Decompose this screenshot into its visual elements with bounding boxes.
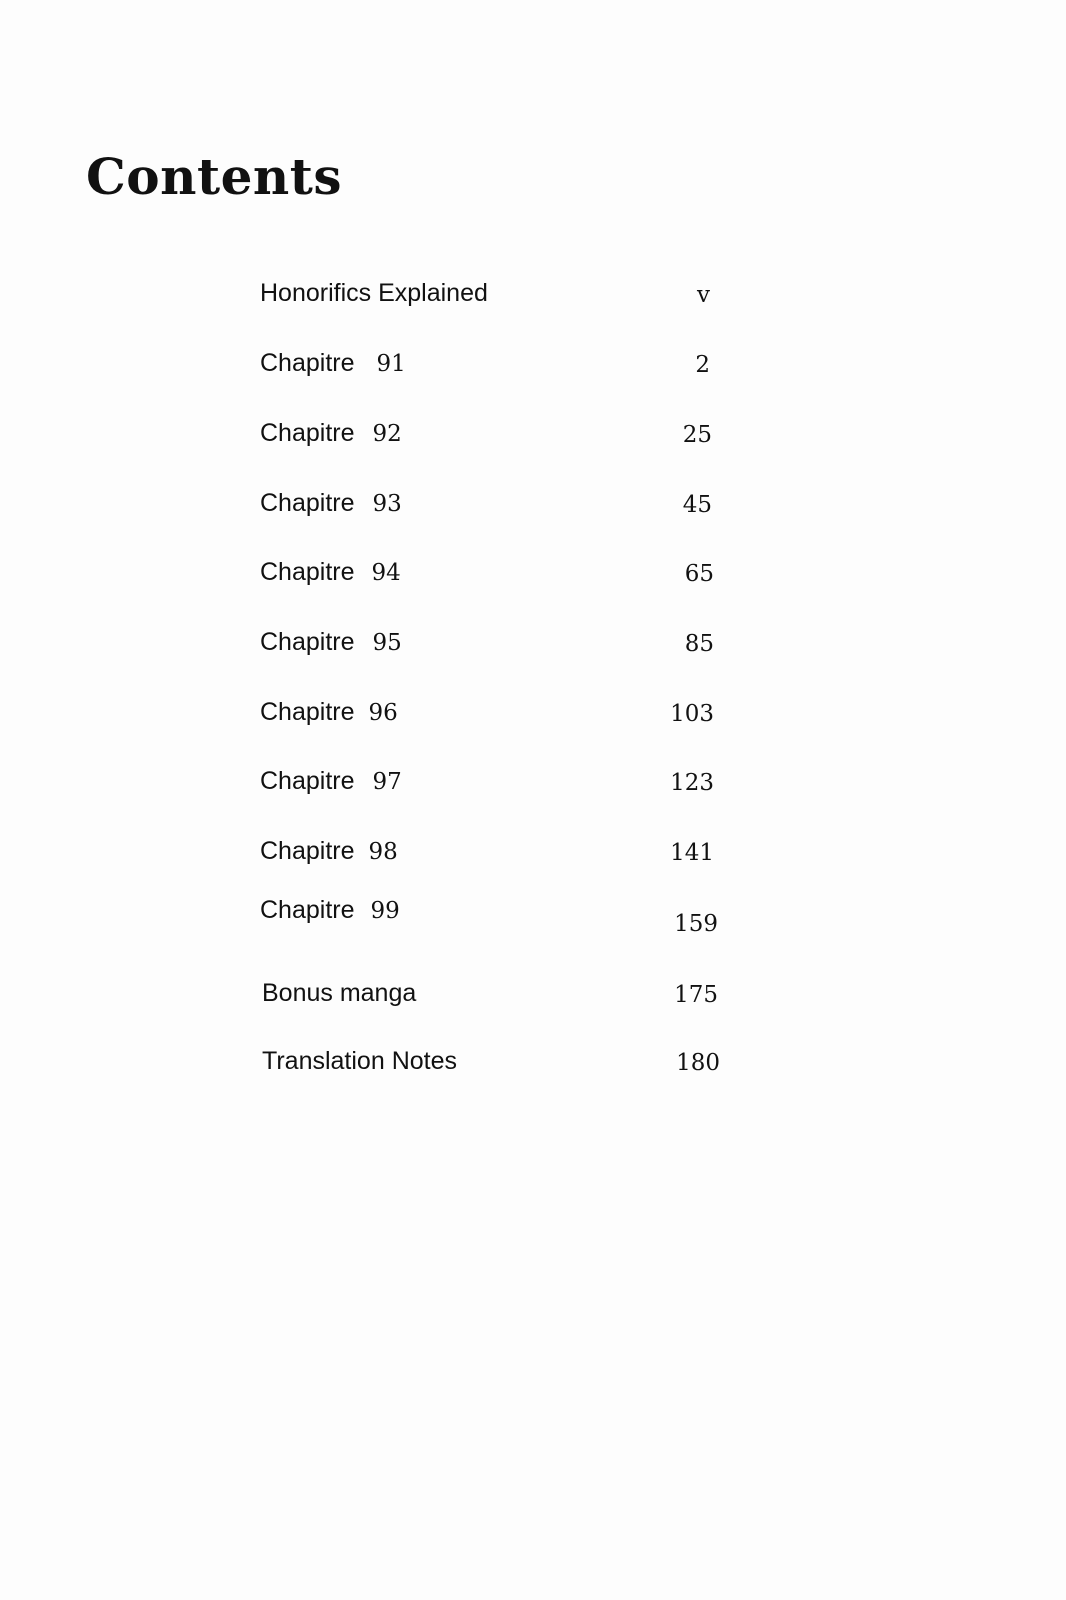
toc-entry-page: 2: [695, 352, 710, 378]
toc-entry-chapter-number: 93: [372, 491, 402, 517]
toc-entry-label: Chapitre 97: [260, 767, 402, 795]
toc-entry-chapter-99[interactable]: [260, 895, 722, 935]
toc-entry-page: 65: [684, 561, 714, 587]
page-title: Contents: [86, 147, 343, 206]
toc-entry-chapter-number: 97: [372, 769, 402, 795]
toc-entry-page: 25: [682, 422, 712, 448]
toc-entry-label: Chapitre 92: [260, 419, 402, 447]
toc-entry-label: Chapitre 91: [260, 349, 406, 377]
toc-entry-chapter-number: 91: [376, 351, 406, 377]
toc-entry-page: 45: [682, 492, 712, 518]
toc-entry-chapter-number: 98: [368, 839, 398, 865]
toc-entry-chapter-number: 99: [370, 898, 400, 924]
toc-entry-label: Chapitre 95: [260, 628, 402, 656]
toc-entry-label: Translation Notes: [262, 1047, 457, 1075]
toc-entry-chapter-94[interactable]: [260, 557, 722, 597]
toc-entry-chapter-number: 96: [368, 700, 398, 726]
toc-entry-label: Honorifics Explained: [260, 279, 488, 307]
toc-entry-page: 175: [674, 982, 718, 1008]
toc-entry-page: v: [697, 282, 710, 308]
toc-entry-page: 159: [674, 911, 718, 937]
toc-entry-label: Chapitre 98: [260, 837, 398, 865]
toc-entry-chapter-96[interactable]: [260, 697, 722, 737]
toc-entry-chapter-number: 92: [372, 421, 402, 447]
toc-entry-chapter-95[interactable]: [260, 627, 722, 667]
toc-entry-chapter-number: 95: [372, 630, 402, 656]
toc-entry-bonus-manga[interactable]: [262, 978, 724, 1018]
toc-entry-page: 103: [670, 701, 714, 727]
toc-entry-page: 141: [670, 840, 714, 866]
toc-entry-chapter-93[interactable]: [260, 488, 722, 528]
toc-entry-honorifics[interactable]: [260, 278, 722, 318]
toc-entry-label: Chapitre 96: [260, 698, 398, 726]
toc-entry-label: Chapitre 93: [260, 489, 402, 517]
toc-entry-translation-notes[interactable]: [262, 1046, 724, 1086]
toc-entry-chapter-98[interactable]: [260, 836, 722, 876]
toc-entry-page: 85: [684, 631, 714, 657]
toc-entry-label: Chapitre 94: [260, 558, 401, 586]
toc-entry-chapter-97[interactable]: [260, 766, 722, 806]
toc-entry-label: Bonus manga: [262, 979, 417, 1007]
toc-entry-label: Chapitre 99: [260, 896, 400, 924]
toc-entry-chapter-92[interactable]: [260, 418, 722, 458]
toc-entry-chapter-number: 94: [371, 560, 401, 586]
toc-entry-page: 180: [676, 1050, 720, 1076]
toc-entry-chapter-91[interactable]: [260, 348, 722, 388]
toc-entry-page: 123: [670, 770, 714, 796]
